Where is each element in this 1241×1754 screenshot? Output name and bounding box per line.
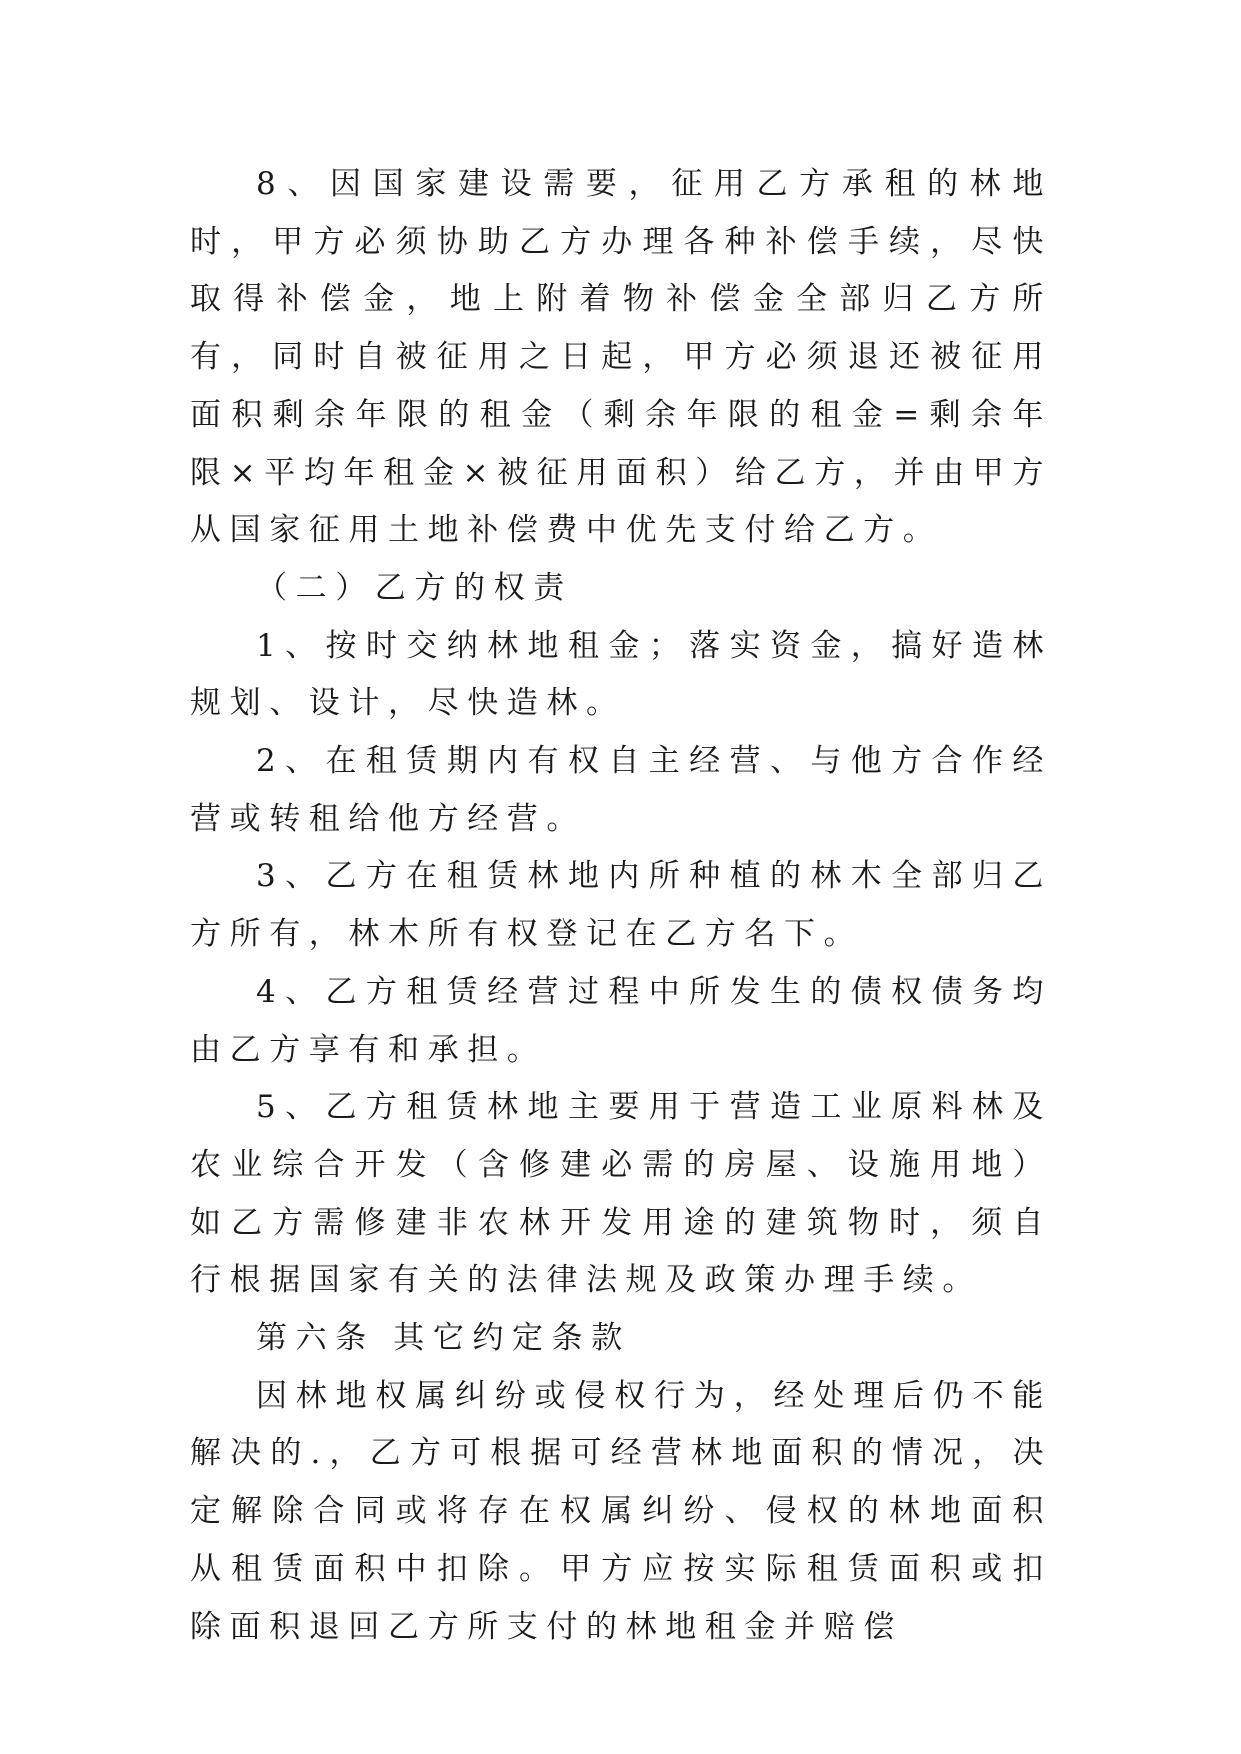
article-6-heading: 第六条 其它约定条款: [256, 1320, 631, 1357]
paragraph-article-6-body: 因林地权属纠纷或侵权行为，经处理后仍不能解决的.，乙方可根据可经营林地面积的情况，决定解除合同或将存在权属纠纷、侵权的林地面积从租赁面积中扣除。甲方应按实际租赁面积或扣除面积退回乙方所支付的林地租金并赔偿: [190, 1377, 1052, 1645]
document-body: [190, 156, 1052, 1656]
paragraph-b-clause-4: 4、乙方租赁经营过程中所发生的债权债务均由乙方享有和承担。: [190, 973, 1052, 1068]
section-heading-party-b-rights: （二）乙方的权责: [256, 569, 573, 606]
paragraph-b-clause-3: 3、乙方在租赁林地内所种植的林木全部归乙方所有，林木所有权登记在乙方名下。: [190, 858, 1052, 953]
paragraph-b-clause-2: 2、在租赁期内有权自主经营、与他方合作经营或转租给他方经营。: [190, 743, 1052, 837]
paragraph-b-clause-5: 5、乙方租赁林地主要用于营造工业原料林及农业综合开发（含修建必需的房屋、设施用地）如乙方需修建非农林开发用途的建筑物时，须自行根据国家有关的法律法规及政策办理手续。: [190, 1089, 1052, 1299]
paragraph-clause-8-requisition: 8、因国家建设需要，征用乙方承租的林地时，甲方必须协助乙方办理各种补偿手续，尽快取得补偿金，地上附着物补偿金全部归乙方所有，同时自被征用之日起，甲方必须退还被征用面积剩余年限的租金（剩余年限的租金=剩余年限×平均年租金×被征用面积）给乙方，并由甲方从国家征用土地补偿费中优先支付给乙方。: [190, 166, 1052, 549]
paragraph-b-clause-1: 1、按时交纳林地租金；落实资金，搞好造林规划、设计，尽快造林。: [190, 627, 1052, 722]
